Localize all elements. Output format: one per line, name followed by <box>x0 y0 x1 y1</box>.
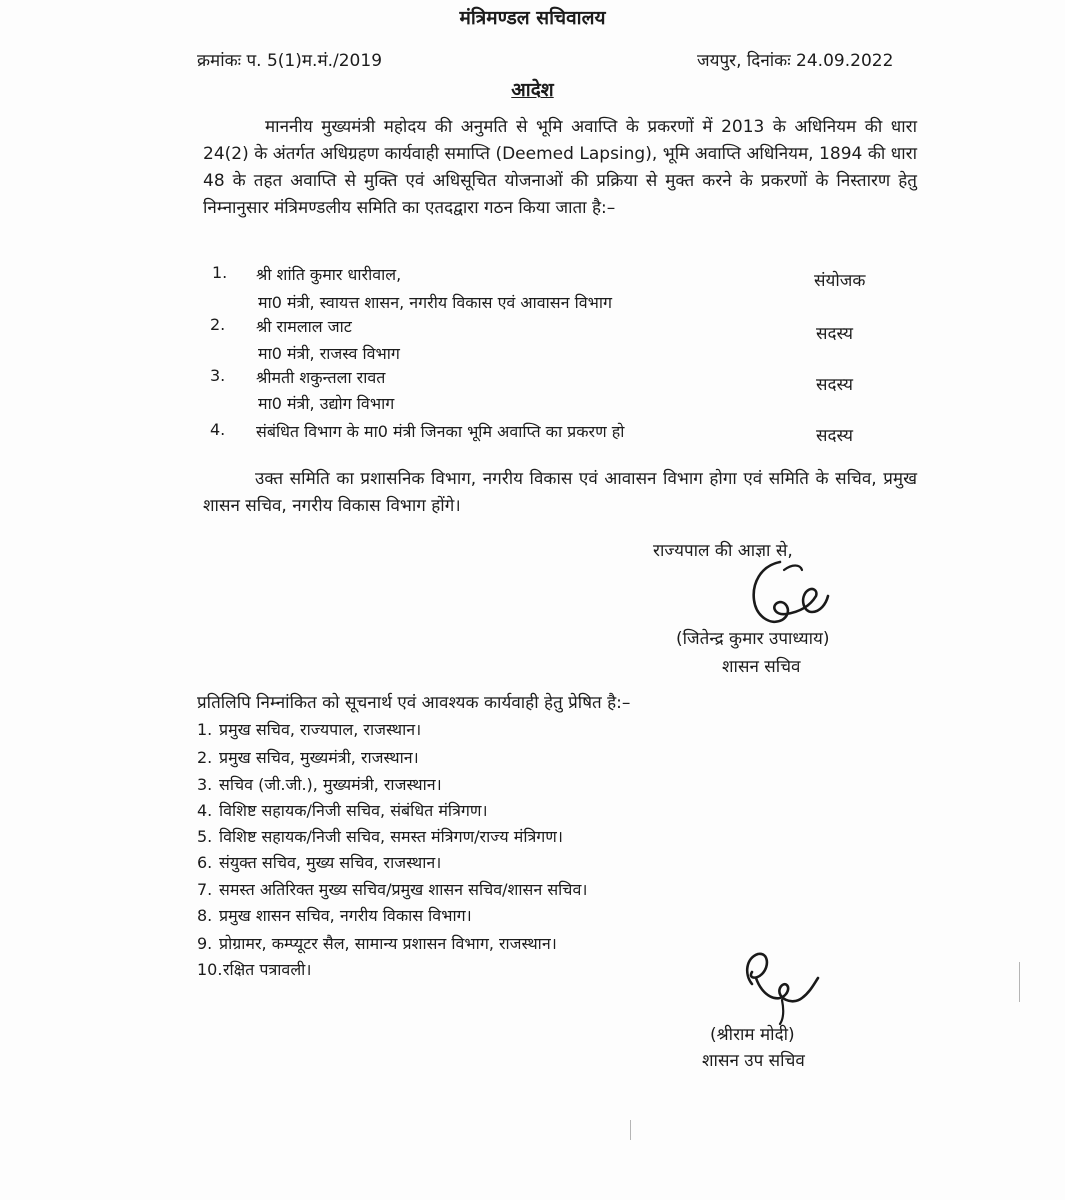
member-designation: मा0 मंत्री, उद्योग विभाग <box>258 394 395 413</box>
member-name: श्री शांति कुमार धारीवाल, <box>256 265 402 284</box>
member-number: 4. <box>210 420 226 439</box>
member-number: 1. <box>212 263 228 282</box>
copy-heading: प्रतिलिपि निम्नांकित को सूचनार्थ एवं आवश्यक कार्यवाही हेतु प्रेषित है:– <box>197 693 631 713</box>
member-name: श्रीमती शकुन्तला रावत <box>256 368 386 387</box>
signatory-name: (जितेन्द्र कुमार उपाध्याय) <box>676 629 830 649</box>
list-item: 10.रक्षित पत्रावली। <box>197 960 312 979</box>
signatory-designation: शासन सचिव <box>722 657 801 677</box>
list-item: 7. समस्त अतिरिक्त मुख्य सचिव/प्रमुख शासन सचिव/शासन सचिव। <box>197 880 588 899</box>
signatory-name: (श्रीराम मोदी) <box>710 1025 795 1045</box>
member-designation: मा0 मंत्री, राजस्व विभाग <box>258 344 400 363</box>
list-item: 2. प्रमुख सचिव, मुख्यमंत्री, राजस्थान। <box>197 748 419 767</box>
scan-mark <box>1019 962 1020 1002</box>
member-number: 3. <box>210 366 226 385</box>
list-item: 8. प्रमुख शासन सचिव, नगरीय विकास विभाग। <box>197 906 472 925</box>
signatory-designation: शासन उप सचिव <box>702 1051 805 1071</box>
member-role: संयोजक <box>814 271 866 291</box>
member-role: सदस्य <box>816 375 853 395</box>
list-item: 1. प्रमुख सचिव, राज्यपाल, राजस्थान। <box>197 720 422 739</box>
member-number: 2. <box>210 315 226 334</box>
member-role: सदस्य <box>816 426 853 446</box>
signature-2 <box>722 944 832 1034</box>
list-item: 4. विशिष्ट सहायक/निजी सचिव, संबंधित मंत्रिगण। <box>197 801 488 820</box>
member-name: संबंधित विभाग के मा0 मंत्री जिनका भूमि अवाप्ति का प्रकरण हो <box>256 422 625 441</box>
reference-number: क्रमांकः प. 5(1)म.मं./2019 <box>197 51 383 71</box>
list-item: 3. सचिव (जी.जी.), मुख्यमंत्री, राजस्थान। <box>197 775 442 794</box>
signature-1 <box>740 556 840 636</box>
scan-mark <box>630 1120 631 1140</box>
member-name: श्री रामलाल जाट <box>256 317 352 336</box>
list-item: 5. विशिष्ट सहायक/निजी सचिव, समस्त मंत्रिगण/राज्य मंत्रिगण। <box>197 827 563 846</box>
intro-paragraph: माननीय मुख्यमंत्री महोदय की अनुमति से भूमि अवाप्ति के प्रकरणों में 2013 के अधिनियम की धारा 24(2) के अंतर्गत अधिग्रहण कार्यवाही समाप्ति (Deemed Lapsing), भूमि अवाप्ति अधिनियम, 1894 की धारा 48 के तहत अवाप्ति से मुक्ति एवं अधिसूचित योजनाओं की प्रक्रिया से मुक्त करने के प्रकरणों के निस्तारण हेतु निम्नानुसार मंत्रिमण्डलीय समिति का एतदद्वारा गठन किया जाता है:– <box>203 117 917 218</box>
list-item: 6. संयुक्त सचिव, मुख्य सचिव, राजस्थान। <box>197 853 442 872</box>
member-designation: मा0 मंत्री, स्वायत्त शासन, नगरीय विकास एवं आवासन विभाग <box>258 293 613 312</box>
office-header: मंत्रिमण्डल सचिवालय <box>459 7 606 29</box>
admin-paragraph: उक्त समिति का प्रशासनिक विभाग, नगरीय विकास एवं आवासन विभाग होगा एवं समिति के सचिव, प्रमुख शासन सचिव, नगरीय विकास विभाग होंगे। <box>203 469 917 516</box>
order-title: आदेश <box>511 79 554 101</box>
list-item: 9. प्रोग्रामर, कम्प्यूटर सैल, सामान्य प्रशासन विभाग, राजस्थान। <box>197 934 557 953</box>
signatory-authority: राज्यपाल की आज्ञा से, <box>653 541 793 561</box>
place-date: जयपुर, दिनांकः 24.09.2022 <box>697 51 894 71</box>
member-role: सदस्य <box>816 324 853 344</box>
